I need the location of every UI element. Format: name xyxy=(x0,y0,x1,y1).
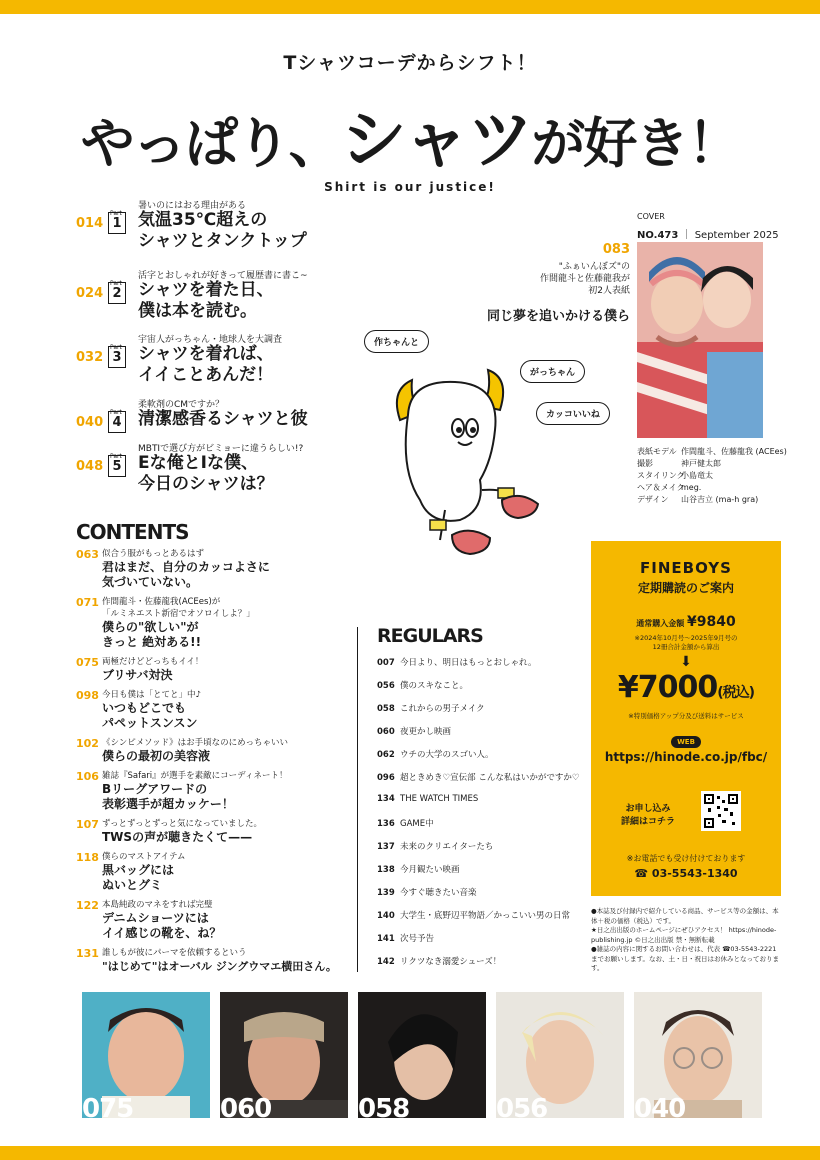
apply-text: お申し込み 詳細はコチラ xyxy=(621,804,676,827)
contents-title: "はじめて"はオーバル ジングウマエ横田さん。 xyxy=(102,960,337,973)
contents-page: 131 xyxy=(76,947,99,960)
title-part-b: シャツ xyxy=(340,101,532,178)
regulars-item[interactable] xyxy=(377,748,587,771)
contents-page: 102 xyxy=(76,737,99,750)
feature-sub: 暑いのにはおる理由がある xyxy=(138,201,247,211)
contents-page: 075 xyxy=(76,656,99,669)
regulars-title: 僕のスキなこと。 xyxy=(400,681,469,691)
contents-title: デニムショーツには イイ感じの靴を、ね？ xyxy=(102,911,222,940)
feature-page: 048 xyxy=(76,459,104,474)
regulars-page: 139 xyxy=(377,888,395,898)
credit-row xyxy=(637,470,787,482)
qr-code[interactable] xyxy=(701,791,741,831)
feature-part-5[interactable] xyxy=(76,441,356,493)
contents-item[interactable] xyxy=(76,947,346,974)
contents-item[interactable] xyxy=(76,656,346,683)
tagline: Shirt is our justice! xyxy=(324,180,496,194)
credit-key: ヘア＆メイク xyxy=(637,483,685,492)
regulars-title: ウチの大学のスゴい人。 xyxy=(400,750,494,760)
feature-sub: MBTIで選び方がビミョーに違うらしい!? xyxy=(138,444,304,454)
credit-value: 山谷吉立 (ma-h gra) xyxy=(681,495,759,504)
top-accent-bar xyxy=(0,0,820,14)
phone-note: ※お電話でも受け付けております xyxy=(626,854,746,863)
contents-title: 僕らの最初の美容液 xyxy=(102,749,211,763)
feature-title: 気温35℃超えの シャツとタンクトップ xyxy=(138,210,307,251)
feature-part-1[interactable] xyxy=(76,198,356,250)
phone-number[interactable]: ☎ 03-5543-1340 xyxy=(634,867,738,880)
contents-item[interactable] xyxy=(76,851,346,893)
regulars-page: 062 xyxy=(377,750,395,760)
regular-price-note: ※2024年10月号～2025年9月号の 12冊合計金額から算出 xyxy=(634,634,738,651)
bottom-photo[interactable] xyxy=(634,992,762,1118)
regulars-page: 134 xyxy=(377,794,395,804)
title-part-a: やっぱり、 xyxy=(80,112,341,175)
contents-page: 063 xyxy=(76,548,99,561)
regulars-page: 138 xyxy=(377,865,395,875)
feature-title: シャツを着れば、 イイことあんだ！ xyxy=(138,344,274,385)
cover-label: COVER xyxy=(637,212,665,221)
contents-page: 098 xyxy=(76,689,99,702)
regulars-list xyxy=(377,656,587,978)
regulars-item[interactable] xyxy=(377,863,587,886)
down-arrow-icon: ⬇ xyxy=(680,654,692,670)
feature-page: 024 xyxy=(76,286,104,301)
regulars-title: これからの男子メイク xyxy=(400,704,485,714)
contents-sub: 雑誌『Safari』が選手を素敵にコーディネート！ xyxy=(102,771,288,781)
regulars-item[interactable] xyxy=(377,840,587,863)
contents-item[interactable] xyxy=(76,818,346,845)
regulars-item[interactable] xyxy=(377,909,587,932)
regulars-item[interactable] xyxy=(377,771,587,794)
headline-kicker: Tシャツコーデからシフト！ xyxy=(283,52,537,74)
regulars-item[interactable] xyxy=(377,817,587,840)
regulars-item[interactable] xyxy=(377,679,587,702)
regulars-item[interactable] xyxy=(377,656,587,679)
regulars-heading: REGULARS xyxy=(377,625,483,647)
regulars-page: 056 xyxy=(377,681,395,691)
part-badge: Part 2 xyxy=(108,282,126,304)
credit-key: 表紙モデル xyxy=(637,447,677,456)
contents-title: 僕らの"欲しい"が きっと 絶対ある!! xyxy=(102,620,202,649)
regulars-title: 次号予告 xyxy=(400,934,435,944)
regulars-page: 007 xyxy=(377,658,395,668)
contents-page: 071 xyxy=(76,596,99,609)
regulars-page: 141 xyxy=(377,934,395,944)
disclaimer: ●本誌及び付録内で紹介している商品、サービス等の金額は、本体＋税の価格（税込）です。 ★日之出出版のホームページにぜひアクセス！ https://hinode-publishing.jp ©日之出出版 禁・無断転載 ●雑誌の内容に関するお問い合わせは、代表 ☎03-5543-2221までお願いします。なお、土・日・祝日はお休みとなっております。 xyxy=(591,907,779,972)
cover-issue: NO.473 ｜ September 2025 xyxy=(637,230,779,241)
contents-sub: ずっとずっとずっと気になっていました。 xyxy=(102,819,262,829)
contents-sub: 作間龍斗・佐藤龍我(ACEes)が 「ルミネエスト新宿でオソロイしよ？」 xyxy=(102,597,255,619)
contents-title: ブリサバ対決 xyxy=(102,668,173,682)
contents-item[interactable] xyxy=(76,689,346,731)
column-divider xyxy=(357,627,358,972)
contents-sub: 両極だけどどっちもイイ！ xyxy=(102,657,204,667)
cover-photo[interactable] xyxy=(637,242,763,438)
speech-bubble: カッコいいね xyxy=(536,402,610,425)
regulars-title: THE WATCH TIMES xyxy=(400,794,479,804)
contents-item[interactable] xyxy=(76,548,346,590)
feature-title: 清潔感香るシャツと彼 xyxy=(138,409,308,429)
credit-row xyxy=(637,458,787,470)
regulars-page: 140 xyxy=(377,911,395,921)
speech-bubble: がっちゃん xyxy=(520,360,585,383)
credit-key: 撮影 xyxy=(637,459,653,468)
bottom-photo[interactable] xyxy=(82,992,210,1118)
regulars-page: 060 xyxy=(377,727,395,737)
feature-part-4[interactable] xyxy=(76,397,356,431)
regulars-item[interactable] xyxy=(377,932,587,955)
credit-key: スタイリング xyxy=(637,471,685,480)
feature-sub: 宇宙人がっちゃん・地球人を大調査 xyxy=(138,335,283,345)
bottom-accent-bar xyxy=(0,1146,820,1160)
regulars-item[interactable] xyxy=(377,955,587,978)
feature-page: 040 xyxy=(76,415,104,430)
feature-part-2[interactable] xyxy=(76,268,356,320)
feature-part-3[interactable] xyxy=(76,332,356,384)
subscription-box[interactable] xyxy=(591,541,781,896)
speech-bubble: 作ちゃんと xyxy=(364,330,429,353)
regulars-title: 超ときめき♡宣伝部 こんな私はいかがですか♡ xyxy=(400,773,580,783)
regulars-title: 今月観たい映画 xyxy=(400,865,460,875)
regular-price: ¥9840 xyxy=(687,614,736,630)
cover-story[interactable] xyxy=(487,242,630,324)
part-badge: Part 5 xyxy=(108,455,126,477)
regular-price-label: 通常購入金額 xyxy=(636,619,685,628)
photo-page-number: 056 xyxy=(496,1094,548,1118)
contents-page: 118 xyxy=(76,851,99,864)
regulars-item[interactable] xyxy=(377,794,587,817)
regulars-title: 大学生・底野辺平物語／かっこいい男の日常 xyxy=(400,911,571,921)
part-badge: Part 1 xyxy=(108,212,126,234)
contents-sub: 似合う服がもっとあるはず xyxy=(102,549,205,559)
regulars-page: 142 xyxy=(377,957,395,967)
contents-sub: 今日も僕は「とてと」中♪ xyxy=(102,690,201,700)
regulars-item[interactable] xyxy=(377,886,587,909)
photo-page-number: 075 xyxy=(82,1094,134,1118)
contents-item[interactable] xyxy=(76,770,346,812)
credit-row xyxy=(637,446,787,458)
cover-story-sub: "ふぁいんぼズ"の 作間龍斗と佐藤龍我が 初2人表紙 xyxy=(539,262,630,296)
regulars-title: 今日より、明日はもっとおしゃれ。 xyxy=(400,658,537,668)
contents-item[interactable] xyxy=(76,596,346,650)
credit-row xyxy=(637,494,787,506)
feature-sub: 活字とおしゃれが好きって履歴書に書こ~ xyxy=(138,271,308,281)
credit-value: 小島竜太 xyxy=(681,471,713,480)
subscription-guide: 定期購読のご案内 xyxy=(637,581,734,595)
feature-title: シャツを着た日、 僕は本を読む。 xyxy=(138,280,274,321)
subscription-price: ¥7000 xyxy=(617,670,718,705)
issue-number: NO.473 xyxy=(637,230,679,241)
regulars-title: GAME中 xyxy=(400,819,434,829)
photo-page-number: 040 xyxy=(634,1094,686,1118)
contents-page: 122 xyxy=(76,899,99,912)
contents-title: いつもどこでも パペットスンスン xyxy=(102,701,198,730)
qr-code-icon xyxy=(704,794,738,828)
regulars-item[interactable] xyxy=(377,702,587,725)
contents-title: 君はまだ、自分のカッコよさに 気づいていない。 xyxy=(102,560,270,589)
title-part-c: が好き！ xyxy=(531,112,740,175)
contents-item[interactable] xyxy=(76,737,346,764)
contents-sub: 僕らのマストアイテム xyxy=(102,852,186,862)
contents-page: 106 xyxy=(76,770,99,783)
contents-list xyxy=(76,548,346,980)
subscription-url-link[interactable]: https://hinode.co.jp/fbc/ xyxy=(604,750,768,764)
regulars-title: 未来のクリエイターたち xyxy=(400,842,494,852)
regulars-page: 096 xyxy=(377,773,395,783)
contents-sub: 本島純政のマネをすれば完璧 xyxy=(102,900,213,910)
regulars-title: リクツなき溺愛シューズ！ xyxy=(400,957,502,967)
credit-row xyxy=(637,482,787,494)
bottom-photo[interactable] xyxy=(220,992,348,1118)
contents-title: Bリーグアワードの 表彰選手が超カッケー！ xyxy=(102,782,234,811)
bottom-photo[interactable] xyxy=(358,992,486,1118)
cover-photo-illustration xyxy=(637,242,763,438)
regulars-page: 058 xyxy=(377,704,395,714)
regulars-page: 137 xyxy=(377,842,395,852)
part-badge: Part 3 xyxy=(108,346,126,368)
photo-page-number: 058 xyxy=(358,1094,410,1118)
feature-sub: 柔軟剤のCMですか？ xyxy=(138,400,225,410)
price-note: ※特別価格アップ分及び送料はサービス xyxy=(628,712,744,720)
price-tax: (税込) xyxy=(717,685,755,701)
feature-page: 014 xyxy=(76,216,104,231)
contents-sub: 《シンピメソッド》はお手頃なのにめっちゃいい xyxy=(102,738,289,748)
page-title xyxy=(0,86,820,181)
credit-value: 作間龍斗、佐藤龍我 (ACEes) xyxy=(681,447,787,456)
issue-date: September 2025 xyxy=(694,230,779,241)
credit-value: meg. xyxy=(681,483,702,492)
contents-heading: CONTENTS xyxy=(76,520,189,544)
photo-page-number: 060 xyxy=(220,1094,272,1118)
credit-value: 神戸健太郎 xyxy=(681,459,721,468)
subscription-price-line xyxy=(591,670,781,705)
bottom-photo[interactable] xyxy=(496,992,624,1118)
regulars-title: 夜更かし映画 xyxy=(400,727,452,737)
cover-credits xyxy=(637,446,787,506)
feature-title: Eな俺とIな僕、 今日のシャツは？ xyxy=(138,453,274,494)
regular-price-line xyxy=(591,614,781,630)
regulars-title: 今すぐ聴きたい音楽 xyxy=(400,888,477,898)
credit-key: デザイン xyxy=(637,495,669,504)
subscription-brand: FINEBOYS xyxy=(640,559,732,577)
contents-title: 黒バッグには ぬいとグミ xyxy=(102,863,175,892)
contents-item[interactable] xyxy=(76,899,346,941)
contents-page: 107 xyxy=(76,818,99,831)
contents-sub: 誰しもが彼にパーマを依頼するという xyxy=(102,948,247,958)
contents-title: TWSの声が聴きたくて—— xyxy=(102,830,253,844)
regulars-item[interactable] xyxy=(377,725,587,748)
cover-story-title: 同じ夢を追いかける僕ら xyxy=(486,309,630,324)
web-badge: WEB xyxy=(671,736,701,748)
feature-page: 032 xyxy=(76,350,104,365)
part-badge: Part 4 xyxy=(108,411,126,433)
regulars-page: 136 xyxy=(377,819,395,829)
cover-story-page: 083 xyxy=(602,242,630,257)
